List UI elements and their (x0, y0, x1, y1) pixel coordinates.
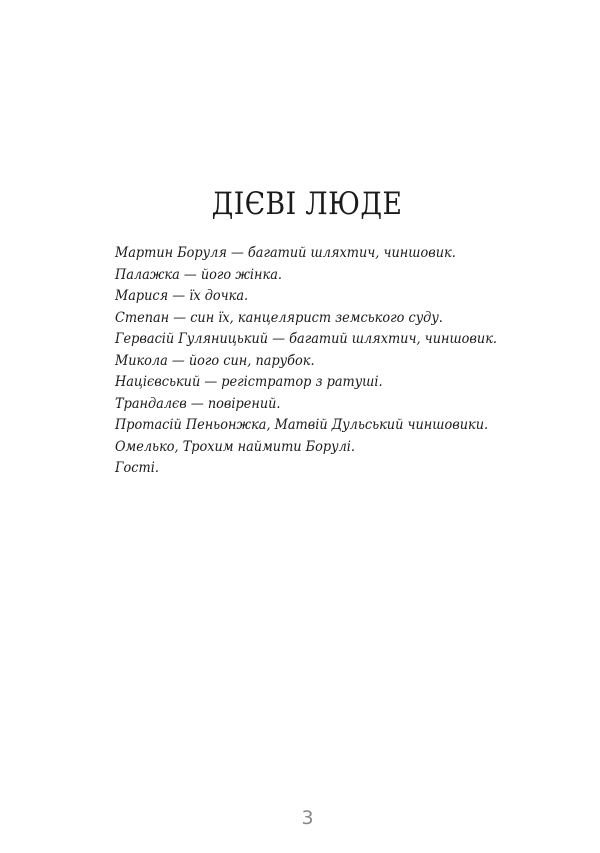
cast-item: Гості. (115, 460, 159, 476)
cast-item: Гервасій Гуляницький — багатий шляхтич, чиншовик. (115, 331, 498, 347)
cast-item: Степан — син їх, канцелярист земського суду. (115, 309, 443, 326)
cast-item: Марися — їх дочка. (115, 288, 249, 304)
cast-item: Палажка — його жінка. (115, 266, 282, 283)
cast-item: Націєвський — регістратор з ратуші. (115, 374, 383, 390)
cast-item: Микола — його син, парубок. (115, 352, 315, 369)
cast-item: Трандалєв — повірений. (115, 395, 281, 412)
cast-item: Омелько, Трохим наймити Борулі. (115, 438, 356, 455)
page-title: ДІЄВІ ЛЮДЕ (211, 186, 403, 222)
cast-item: Мартин Боруля — багатий шляхтич, чиншовик. (115, 245, 456, 261)
cast-item: Протасій Пеньонжка, Матвій Дульський чиншовики. (115, 417, 489, 433)
page-number: 3 (301, 807, 314, 829)
cast-list (115, 243, 530, 480)
